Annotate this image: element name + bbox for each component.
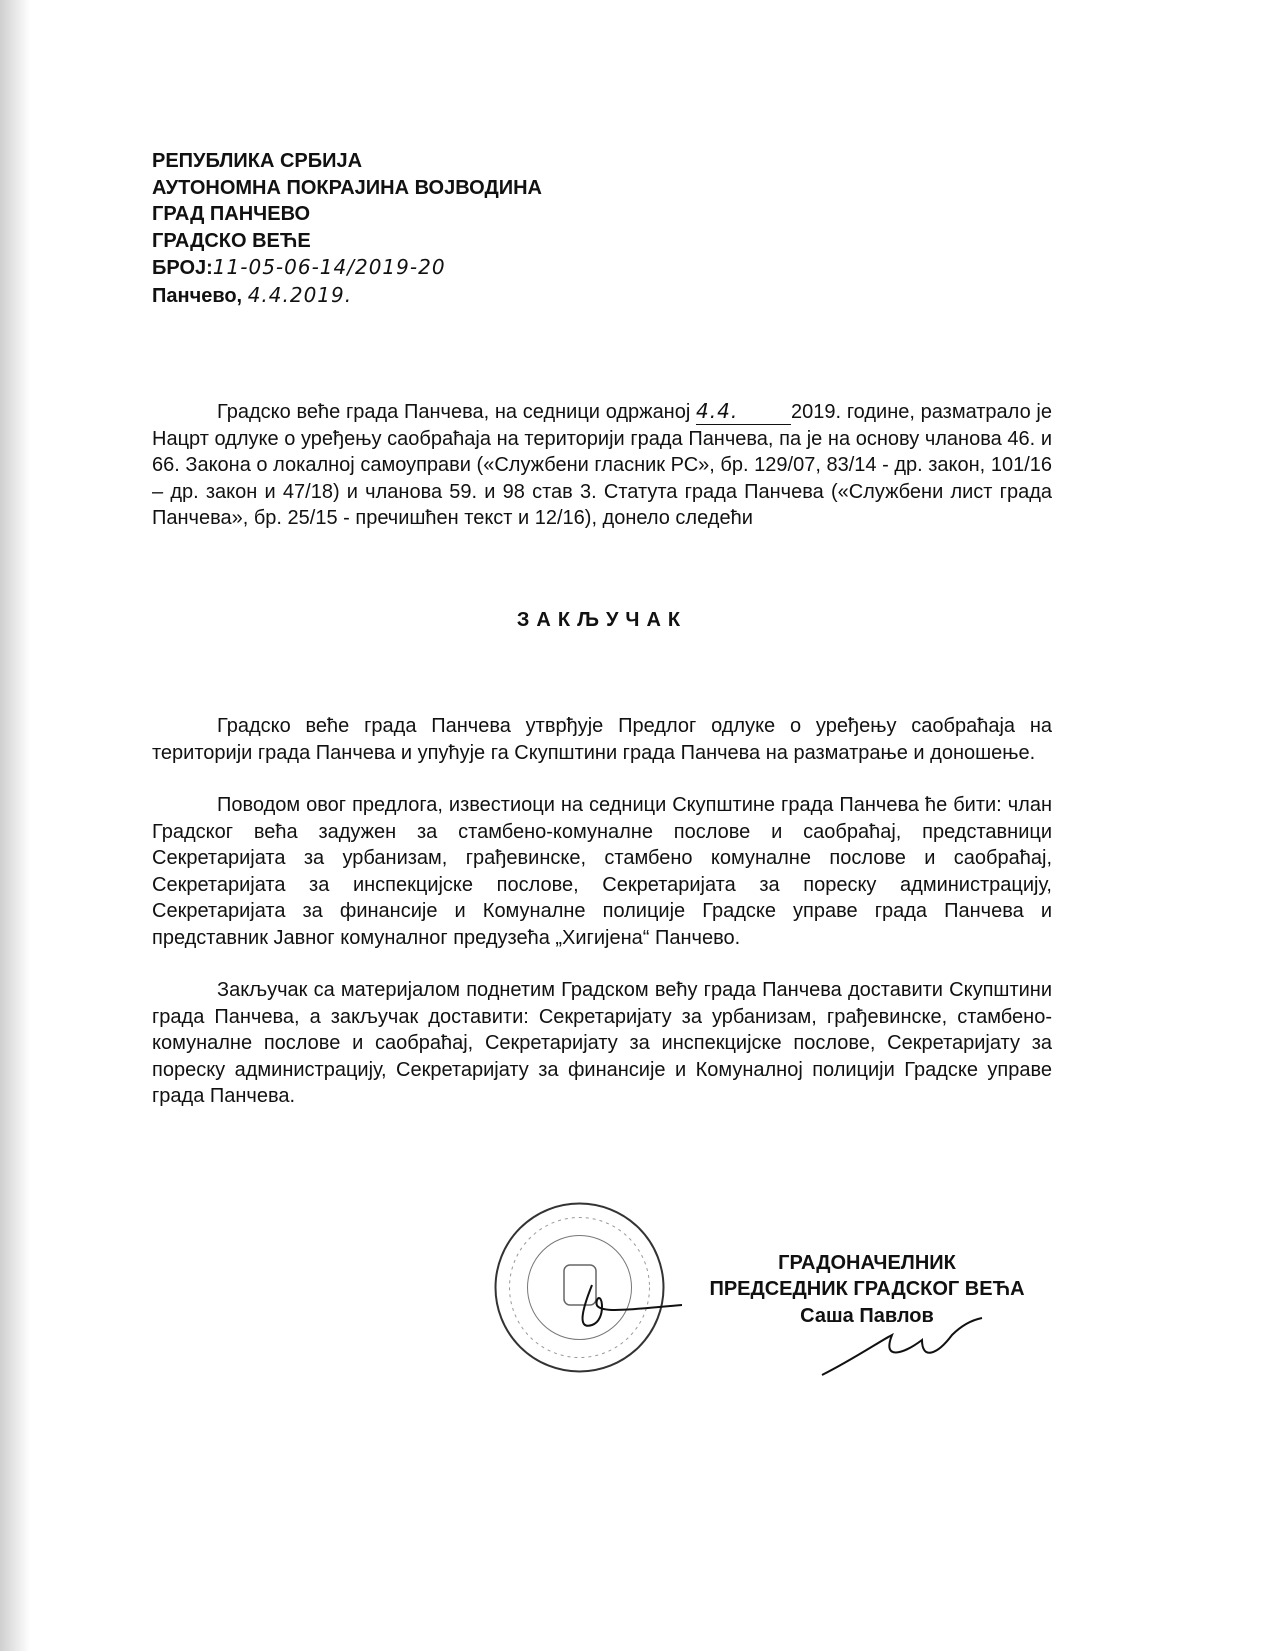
document-body [152,0,1052,1390]
intro-text-2: 2019. године, разматрало је Нацрт одлуке о уређењу саобраћаја на територији града Панчева, па је на основу чланова 46. и 66. Закона о локалној самоуправи («Службени гласник РС», бр. 129/07, 83/14 - др. закон, 101/16 – др. закон и 47/18) и чланова 59. и 98 став 3. Статута града Панчева («Службени лист града Панчева», бр. 25/15 - пречишћен текст и 12/16), донело следећи [152,401,1052,529]
paragraph-1 [152,713,1052,766]
document-number [152,254,1052,282]
signature-block [682,1250,1052,1330]
header-province: АУТОНОМНА ПОКРАЈИНА ВОЈВОДИНА [152,176,542,199]
scan-edge-shadow [0,0,30,1651]
intro-paragraph [152,399,1052,532]
place-label: Панчево, [152,284,243,307]
signatory-title-mayor: ГРАДОНАЧЕЛНИК [778,1251,956,1274]
number-label: БРОЈ: [152,257,213,279]
paragraph-text: Поводом овог предлога, известиоци на седници Скупштине града Панчева ће бити: члан Градског већа задужен за стамбено-комуналне послове и саобраћај, представници Секретаријата за урбанизам, грађевинске, стамбено комуналне послове и саобраћај, Секретаријата за инспекцијске послове, Секретаријата за пореску администрацију, Секретаријата за финансије и Комуналне полиције Градске управе града Панчева и представник Јавног комуналног предузећа „Хигијена“ Панчево. [152,794,1052,949]
handwritten-number: 11-05-06-14/2019-20 [212,255,446,279]
header-city: ГРАД ПАНЧЕВО [152,203,311,225]
handwritten-date: 4.4.2019. [247,282,353,307]
paragraph-text: Градско веће града Панчева утврђује Предлог одлуке о уређењу саобраћаја на територији града Панчева и упућује га Скупштини града Панчева на разматрање и доношење. [152,715,1052,764]
document-title: ЗАКЉУЧАК [516,608,688,631]
signature-area [152,1200,1052,1390]
signatory-name: Саша Павлов [800,1304,934,1327]
document-header [152,148,1052,309]
paragraph-3 [152,977,1052,1110]
signatory-title-president: ПРЕДСЕДНИК ГРАДСКОГ ВЕЋА [709,1278,1025,1300]
handwritten-session-date: 4.4. [696,399,739,423]
header-country: РЕПУБЛИКА СРБИЈА [152,150,363,172]
paragraph-2 [152,792,1052,951]
paragraph-text: Закључак са материјалом поднетим Градском већу града Панчева доставити Скупштини града Панчева, а закључак доставити: Секретаријату за урбанизам, грађевинске, стамбено-комуналне послове и саобраћај, Секретаријату за инспекцијске послове, Секретаријату за пореску администрацију, Секретаријату за финансије и Комуналној полицији Градске управе града Панчева. [152,979,1052,1107]
place-date [152,282,1052,310]
header-council: ГРАДСКО ВЕЋЕ [152,229,311,252]
intro-text-1: Градско веће града Панчева, на седници одржаној [217,401,691,423]
